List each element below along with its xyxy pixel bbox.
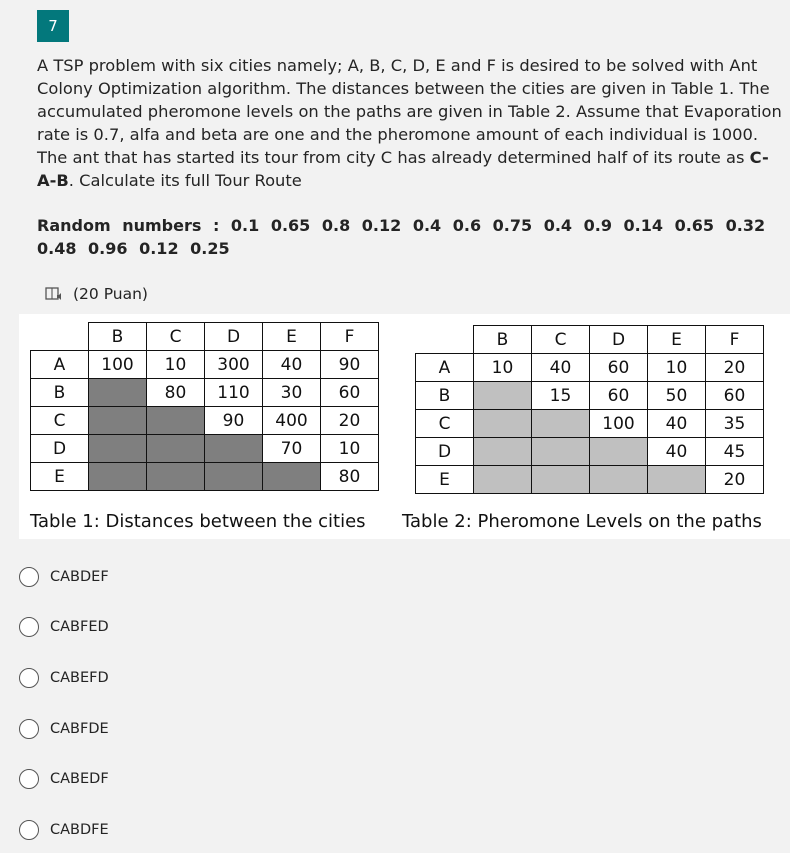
- question-text-outro: . Calculate its full Tour Route: [68, 171, 302, 190]
- option-1[interactable]: [19, 560, 109, 594]
- row-label: B: [416, 382, 474, 410]
- table-row: [416, 466, 764, 494]
- immersive-reader-icon[interactable]: [45, 286, 63, 302]
- row-label: E: [31, 463, 89, 491]
- shaded-cell: [590, 466, 648, 494]
- table-row: [31, 379, 379, 407]
- shaded-cell: [474, 382, 532, 410]
- points-label: (20 Puan): [73, 285, 148, 303]
- shaded-cell: [89, 435, 147, 463]
- row-label: C: [416, 410, 474, 438]
- header-cell: E: [263, 323, 321, 351]
- option-6[interactable]: [19, 813, 109, 847]
- table-row: [31, 463, 379, 491]
- row-label: B: [31, 379, 89, 407]
- header-cell: D: [205, 323, 263, 351]
- table-cell: 35: [706, 410, 764, 438]
- points-row: [45, 285, 148, 303]
- table-cell: 10: [147, 351, 205, 379]
- shaded-cell: [532, 466, 590, 494]
- table-cell: 50: [648, 382, 706, 410]
- option-label[interactable]: CABFDE: [50, 721, 109, 737]
- distance-table-header: [31, 323, 379, 351]
- table-row: [31, 435, 379, 463]
- table-row: [416, 354, 764, 382]
- question-route-bold: C-A-B: [37, 148, 769, 190]
- shaded-cell: [205, 463, 263, 491]
- table-cell: 80: [147, 379, 205, 407]
- shaded-cell: [205, 435, 263, 463]
- table-corner: [31, 323, 89, 351]
- table-cell: 30: [263, 379, 321, 407]
- shaded-cell: [147, 463, 205, 491]
- header-cell: C: [147, 323, 205, 351]
- header-cell: E: [648, 326, 706, 354]
- header-cell: B: [474, 326, 532, 354]
- radio-button[interactable]: [19, 567, 39, 587]
- question-text-intro: A TSP problem with six cities namely; A, B, C, D, E and F is desired to be solved with Ant Colony Optimization algorithm. The distances between the cities are given in Table 1. The accumulated pheromone levels on the paths are given in Table 2. Assume that Evaporation rate is 0.7, alfa and beta are one and the pheromone amount of each individual is 1000. The ant that has started its tour from city C has already determined half of its route as: [37, 56, 782, 167]
- option-label[interactable]: CABDFE: [50, 822, 109, 838]
- radio-button[interactable]: [19, 820, 39, 840]
- row-label: D: [416, 438, 474, 466]
- shaded-cell: [474, 438, 532, 466]
- table-cell: 60: [321, 379, 379, 407]
- table-cell: 110: [205, 379, 263, 407]
- shaded-cell: [474, 466, 532, 494]
- table-cell: 10: [474, 354, 532, 382]
- random-numbers: Random numbers : 0.1 0.65 0.8 0.12 0.4 0.6 0.75 0.4 0.9 0.14 0.65 0.32 0.48 0.96 0.12 0.25: [37, 216, 766, 258]
- header-cell: F: [706, 326, 764, 354]
- table-row: [416, 382, 764, 410]
- table-cell: 70: [263, 435, 321, 463]
- shaded-cell: [89, 379, 147, 407]
- table1-caption: Table 1: Distances between the cities: [30, 511, 366, 532]
- radio-button[interactable]: [19, 668, 39, 688]
- table-cell: 100: [590, 410, 648, 438]
- radio-button[interactable]: [19, 769, 39, 789]
- option-label[interactable]: CABFED: [50, 619, 109, 635]
- table-cell: 60: [590, 354, 648, 382]
- question-text: [37, 54, 782, 192]
- header-cell: D: [590, 326, 648, 354]
- table-row: [31, 407, 379, 435]
- table-cell: 300: [205, 351, 263, 379]
- table-cell: 60: [706, 382, 764, 410]
- option-4[interactable]: [19, 712, 109, 746]
- row-label: C: [31, 407, 89, 435]
- option-2[interactable]: [19, 610, 109, 644]
- option-3[interactable]: [19, 661, 109, 695]
- shaded-cell: [89, 463, 147, 491]
- distance-table: [30, 322, 379, 491]
- table-cell: 100: [89, 351, 147, 379]
- table-cell: 90: [205, 407, 263, 435]
- table-cell: 10: [321, 435, 379, 463]
- row-label: A: [416, 354, 474, 382]
- option-label[interactable]: CABEDF: [50, 771, 109, 787]
- table-row: [31, 351, 379, 379]
- shaded-cell: [532, 438, 590, 466]
- table-corner: [416, 326, 474, 354]
- table-row: [416, 438, 764, 466]
- shaded-cell: [147, 407, 205, 435]
- table-cell: 20: [321, 407, 379, 435]
- shaded-cell: [263, 463, 321, 491]
- table-cell: 40: [648, 438, 706, 466]
- row-label: A: [31, 351, 89, 379]
- shaded-cell: [648, 466, 706, 494]
- radio-button[interactable]: [19, 719, 39, 739]
- table-cell: 90: [321, 351, 379, 379]
- shaded-cell: [89, 407, 147, 435]
- radio-button[interactable]: [19, 617, 39, 637]
- pheromone-table: [415, 325, 764, 494]
- table-cell: 40: [648, 410, 706, 438]
- table-cell: 40: [263, 351, 321, 379]
- option-5[interactable]: [19, 762, 109, 796]
- shaded-cell: [147, 435, 205, 463]
- pheromone-table-header: [416, 326, 764, 354]
- header-cell: C: [532, 326, 590, 354]
- option-label[interactable]: CABEFD: [50, 670, 109, 686]
- table-cell: 400: [263, 407, 321, 435]
- table-cell: 20: [706, 354, 764, 382]
- shaded-cell: [532, 410, 590, 438]
- table2-caption: Table 2: Pheromone Levels on the paths: [402, 511, 762, 532]
- row-label: D: [31, 435, 89, 463]
- table-row: [416, 410, 764, 438]
- table-cell: 20: [706, 466, 764, 494]
- table-cell: 45: [706, 438, 764, 466]
- question-number-badge: 7: [37, 10, 69, 42]
- table-cell: 80: [321, 463, 379, 491]
- table-cell: 15: [532, 382, 590, 410]
- table-cell: 10: [648, 354, 706, 382]
- table-cell: 60: [590, 382, 648, 410]
- header-cell: F: [321, 323, 379, 351]
- tables-image: [19, 314, 790, 539]
- row-label: E: [416, 466, 474, 494]
- shaded-cell: [590, 438, 648, 466]
- header-cell: B: [89, 323, 147, 351]
- table-cell: 40: [532, 354, 590, 382]
- option-label[interactable]: CABDEF: [50, 569, 109, 585]
- shaded-cell: [474, 410, 532, 438]
